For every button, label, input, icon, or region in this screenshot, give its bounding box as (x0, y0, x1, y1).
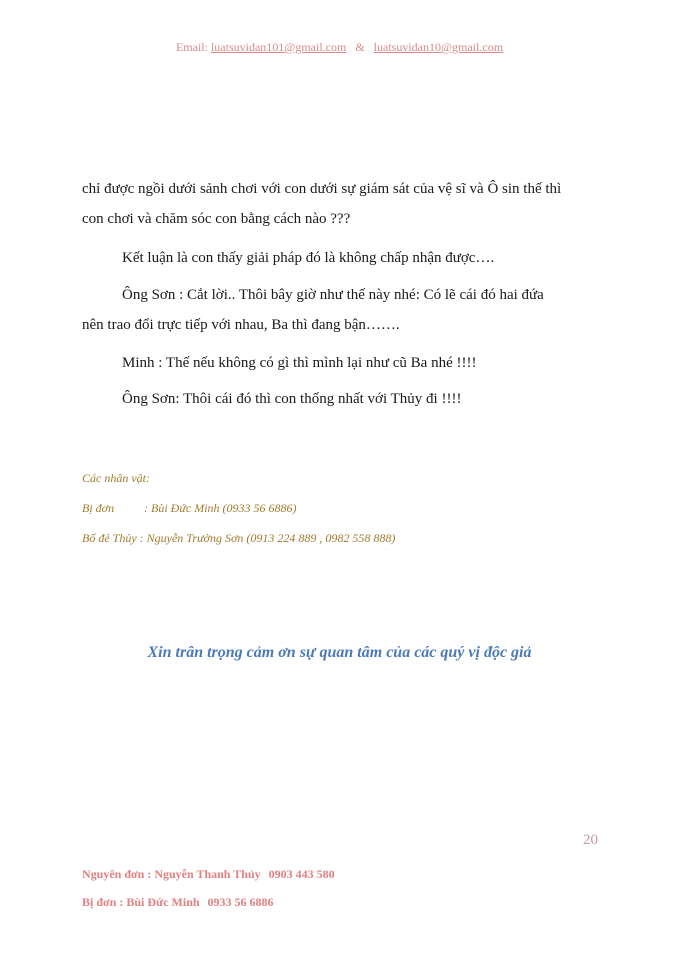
character-defendant (82, 493, 602, 523)
paragraph-3-line-1: Ông Sơn : Cắt lời.. Thôi bây giờ như thế này nhé: Có lẽ cái đó hai đứa (122, 287, 544, 303)
paragraph-1-line-1: chỉ được ngồi dưới sảnh chơi với con dưới sự giám sát của vệ sĩ và Ô sin thế thì (82, 181, 562, 197)
paragraph-1 (82, 174, 598, 234)
paragraph-5 (82, 384, 598, 414)
paragraph-4-text: Minh : Thế nếu không có gì thì mình lại như cũ Ba nhé !!!! (122, 355, 477, 371)
defendant-value: : Bùi Đức Minh (0933 56 6886) (144, 501, 297, 515)
paragraph-2 (82, 243, 598, 273)
footer-plaintiff: Nguyên đơn : Nguyễn Thanh Thủy (82, 867, 261, 881)
thanks-message: Xin trân trọng cảm ơn sự quan tâm của các quý vị độc giả (147, 644, 532, 661)
character-father: Bố đẻ Thủy : Nguyễn Trường Sơn (0913 224 889 , 0982 558 888) (82, 531, 396, 545)
footer-plaintiff-line (82, 860, 602, 888)
page-header (0, 40, 679, 55)
page-footer (82, 860, 602, 916)
email-label: Email: (175, 40, 208, 54)
paragraph-5-text: Ông Sơn: Thôi cái đó thì con thống nhất với Thủy đi !!!! (122, 391, 462, 407)
defendant-label: Bị đơn (82, 501, 115, 515)
email-separator: & (355, 40, 365, 54)
email-link-2[interactable]: luatsuvidan10@gmail.com (373, 40, 504, 54)
paragraph-1-line-2: con chơi và chăm sóc con bằng cách nào ??? (82, 211, 351, 227)
footer-plaintiff-phone: 0903 443 580 (268, 867, 335, 881)
footer-defendant-line (82, 888, 602, 916)
footer-defendant: Bị đơn : Bùi Đức Minh (82, 895, 200, 909)
page-number: 20 (583, 832, 598, 848)
paragraph-2-text: Kết luận là con thấy giải pháp đó là không chấp nhận được…. (122, 250, 495, 266)
paragraph-3-line-2: nên trao đổi trực tiếp với nhau, Ba thì đang bận……. (82, 317, 400, 333)
paragraph-4 (82, 348, 598, 378)
characters-title: Các nhân vật: (82, 471, 150, 485)
footer-defendant-phone: 0933 56 6886 (207, 895, 274, 909)
characters-section (82, 463, 602, 553)
email-link-1[interactable]: luatsuvidan101@gmail.com (210, 40, 347, 54)
paragraph-3 (82, 280, 598, 340)
